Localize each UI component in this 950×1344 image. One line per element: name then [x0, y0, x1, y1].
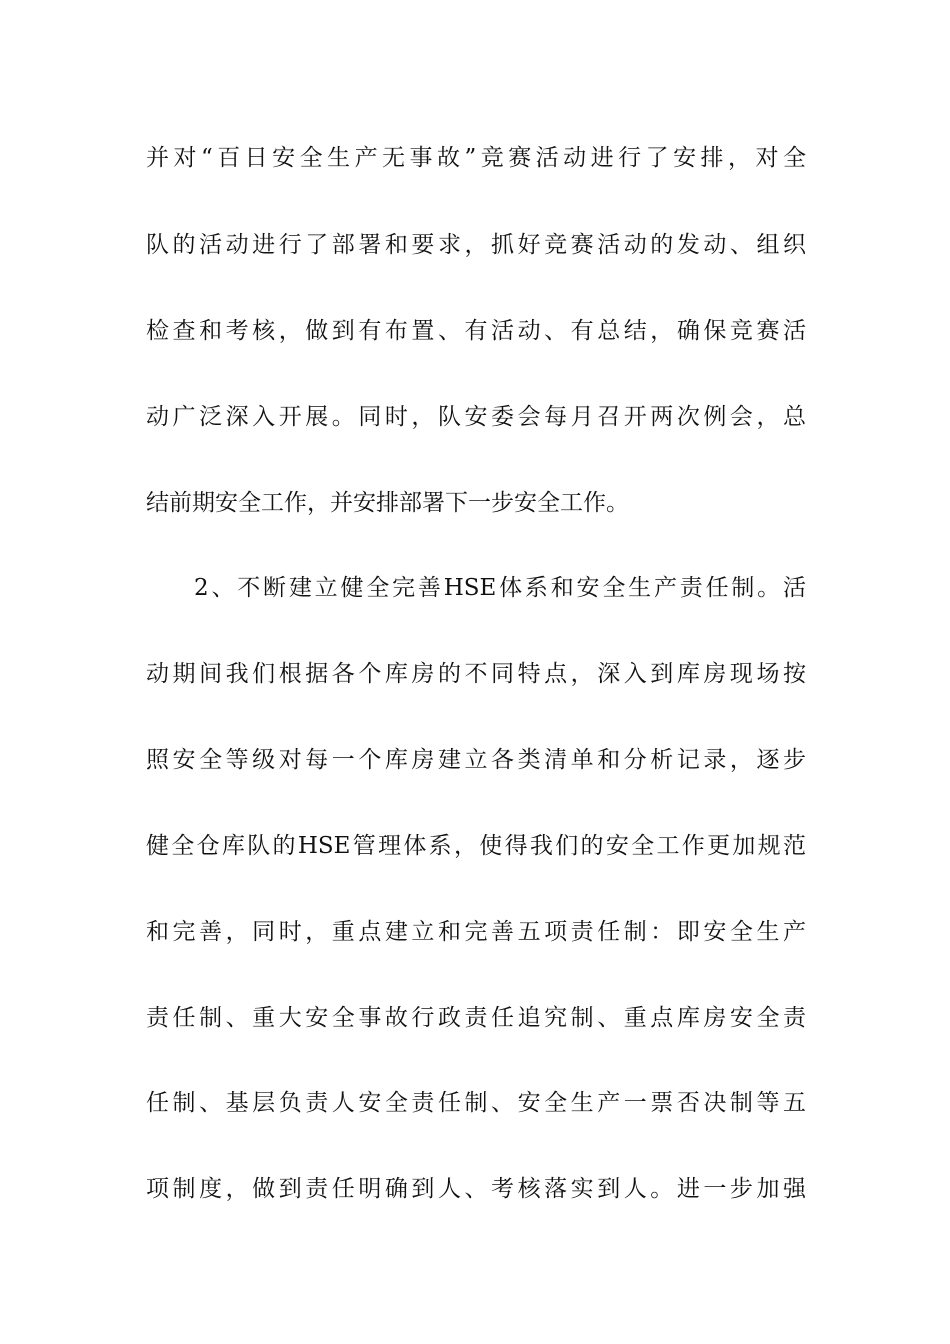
text-line: 并对“百日安全生产无事故”竞赛活动进行了安排，对全 — [146, 145, 806, 171]
text-line: 队的活动进行了部署和要求，抓好竞赛活动的发动、组织 — [146, 232, 806, 258]
text-line: 任制、基层负责人安全责任制、安全生产一票否决制等五 — [146, 1090, 806, 1116]
text-line: 动广泛深入开展。同时，队安委会每月召开两次例会，总 — [146, 404, 806, 430]
text-line: 检查和考核，做到有布置、有活动、有总结，确保竞赛活 — [146, 318, 806, 344]
paragraph-first-line: 2、不断建立健全完善HSE体系和安全生产责任制。活 — [194, 575, 806, 601]
text-line: 健全仓库队的HSE管理体系，使得我们的安全工作更加规范 — [146, 833, 806, 859]
text-line: 照安全等级对每一个库房建立各类清单和分析记录，逐步 — [146, 747, 806, 773]
text-line: 和完善，同时，重点建立和完善五项责任制：即安全生产 — [146, 919, 806, 945]
text-line: 责任制、重大安全事故行政责任追究制、重点库房安全责 — [146, 1005, 806, 1031]
text-line: 动期间我们根据各个库房的不同特点，深入到库房现场按 — [146, 661, 806, 687]
text-line: 结前期安全工作，并安排部署下一步安全工作。 — [146, 490, 629, 516]
text-line: 项制度，做到责任明确到人、考核落实到人。进一步加强 — [146, 1176, 806, 1202]
